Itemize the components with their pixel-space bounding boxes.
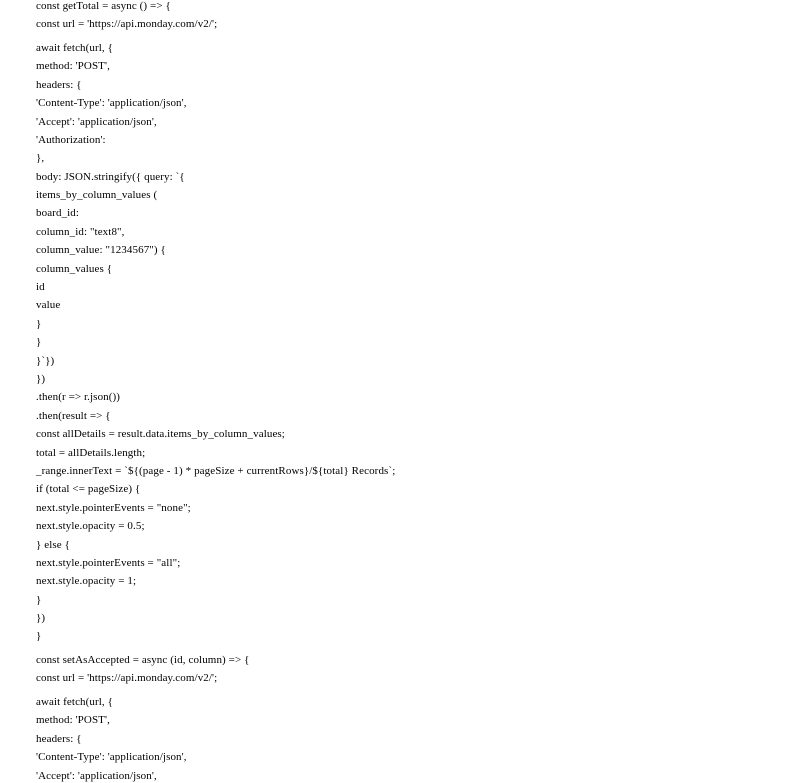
code-line: }) bbox=[36, 612, 46, 625]
code-line: method: 'POST', bbox=[36, 714, 110, 727]
code-line: }) bbox=[36, 373, 46, 385]
code-line: next.style.pointerEvents = "none"; bbox=[36, 501, 191, 514]
code-line: column_value: "1234567") { bbox=[36, 244, 166, 257]
code-line: column_values { bbox=[36, 262, 113, 275]
code-line: } bbox=[36, 630, 42, 643]
code-line: next.style.pointerEvents = "all"; bbox=[36, 556, 181, 569]
code-line: _range.innerText = `${(page - 1) * pageSize + currentRows}/${total} Records`; bbox=[36, 464, 396, 477]
code-line: } else { bbox=[36, 538, 70, 551]
code-line: }`}) bbox=[36, 354, 55, 367]
code-line: body: JSON.stringify({ query: `{ bbox=[36, 170, 185, 183]
code-line: } bbox=[36, 593, 42, 606]
code-line: 'Content-Type': 'application/json', bbox=[36, 97, 187, 110]
code-line: column_id: "text8", bbox=[36, 225, 125, 238]
code-line: board_id: bbox=[36, 207, 80, 220]
code-line: total = allDetails.length; bbox=[36, 446, 146, 459]
code-block bbox=[36, 0, 792, 783]
code-line: const getTotal = async () => { bbox=[36, 0, 171, 12]
code-line: items_by_column_values ( bbox=[36, 189, 158, 202]
code-line: if (total <= pageSize) { bbox=[36, 483, 141, 496]
code-line: .then(r => r.json()) bbox=[36, 391, 121, 404]
code-line: 'Accept': 'application/json', bbox=[36, 769, 157, 782]
code-line: 'Authorization': bbox=[36, 133, 106, 146]
code-line: await fetch(url, { bbox=[36, 41, 114, 54]
code-line: } bbox=[36, 317, 42, 330]
code-line: headers: { bbox=[36, 732, 82, 745]
code-line: } bbox=[36, 336, 42, 349]
code-line: next.style.opacity = 0.5; bbox=[36, 520, 145, 533]
code-line: }, bbox=[36, 152, 45, 165]
code-line: id bbox=[36, 281, 45, 294]
code-line: const setAsAccepted = async (id, column) => { bbox=[36, 654, 250, 667]
code-line: 'Content-Type': 'application/json', bbox=[36, 751, 187, 764]
code-line: value bbox=[36, 299, 61, 312]
code-line: headers: { bbox=[36, 78, 82, 91]
code-line: 'Accept': 'application/json', bbox=[36, 115, 157, 128]
code-line: const url = 'https://api.monday.com/v2/'; bbox=[36, 672, 218, 685]
code-line: const allDetails = result.data.items_by_column_values; bbox=[36, 428, 285, 441]
code-line: const url = 'https://api.monday.com/v2/'; bbox=[36, 18, 218, 31]
code-line: method: 'POST', bbox=[36, 60, 110, 73]
code-line: await fetch(url, { bbox=[36, 696, 114, 709]
code-line: next.style.opacity = 1; bbox=[36, 575, 137, 588]
code-line: .then(result => { bbox=[36, 409, 111, 422]
